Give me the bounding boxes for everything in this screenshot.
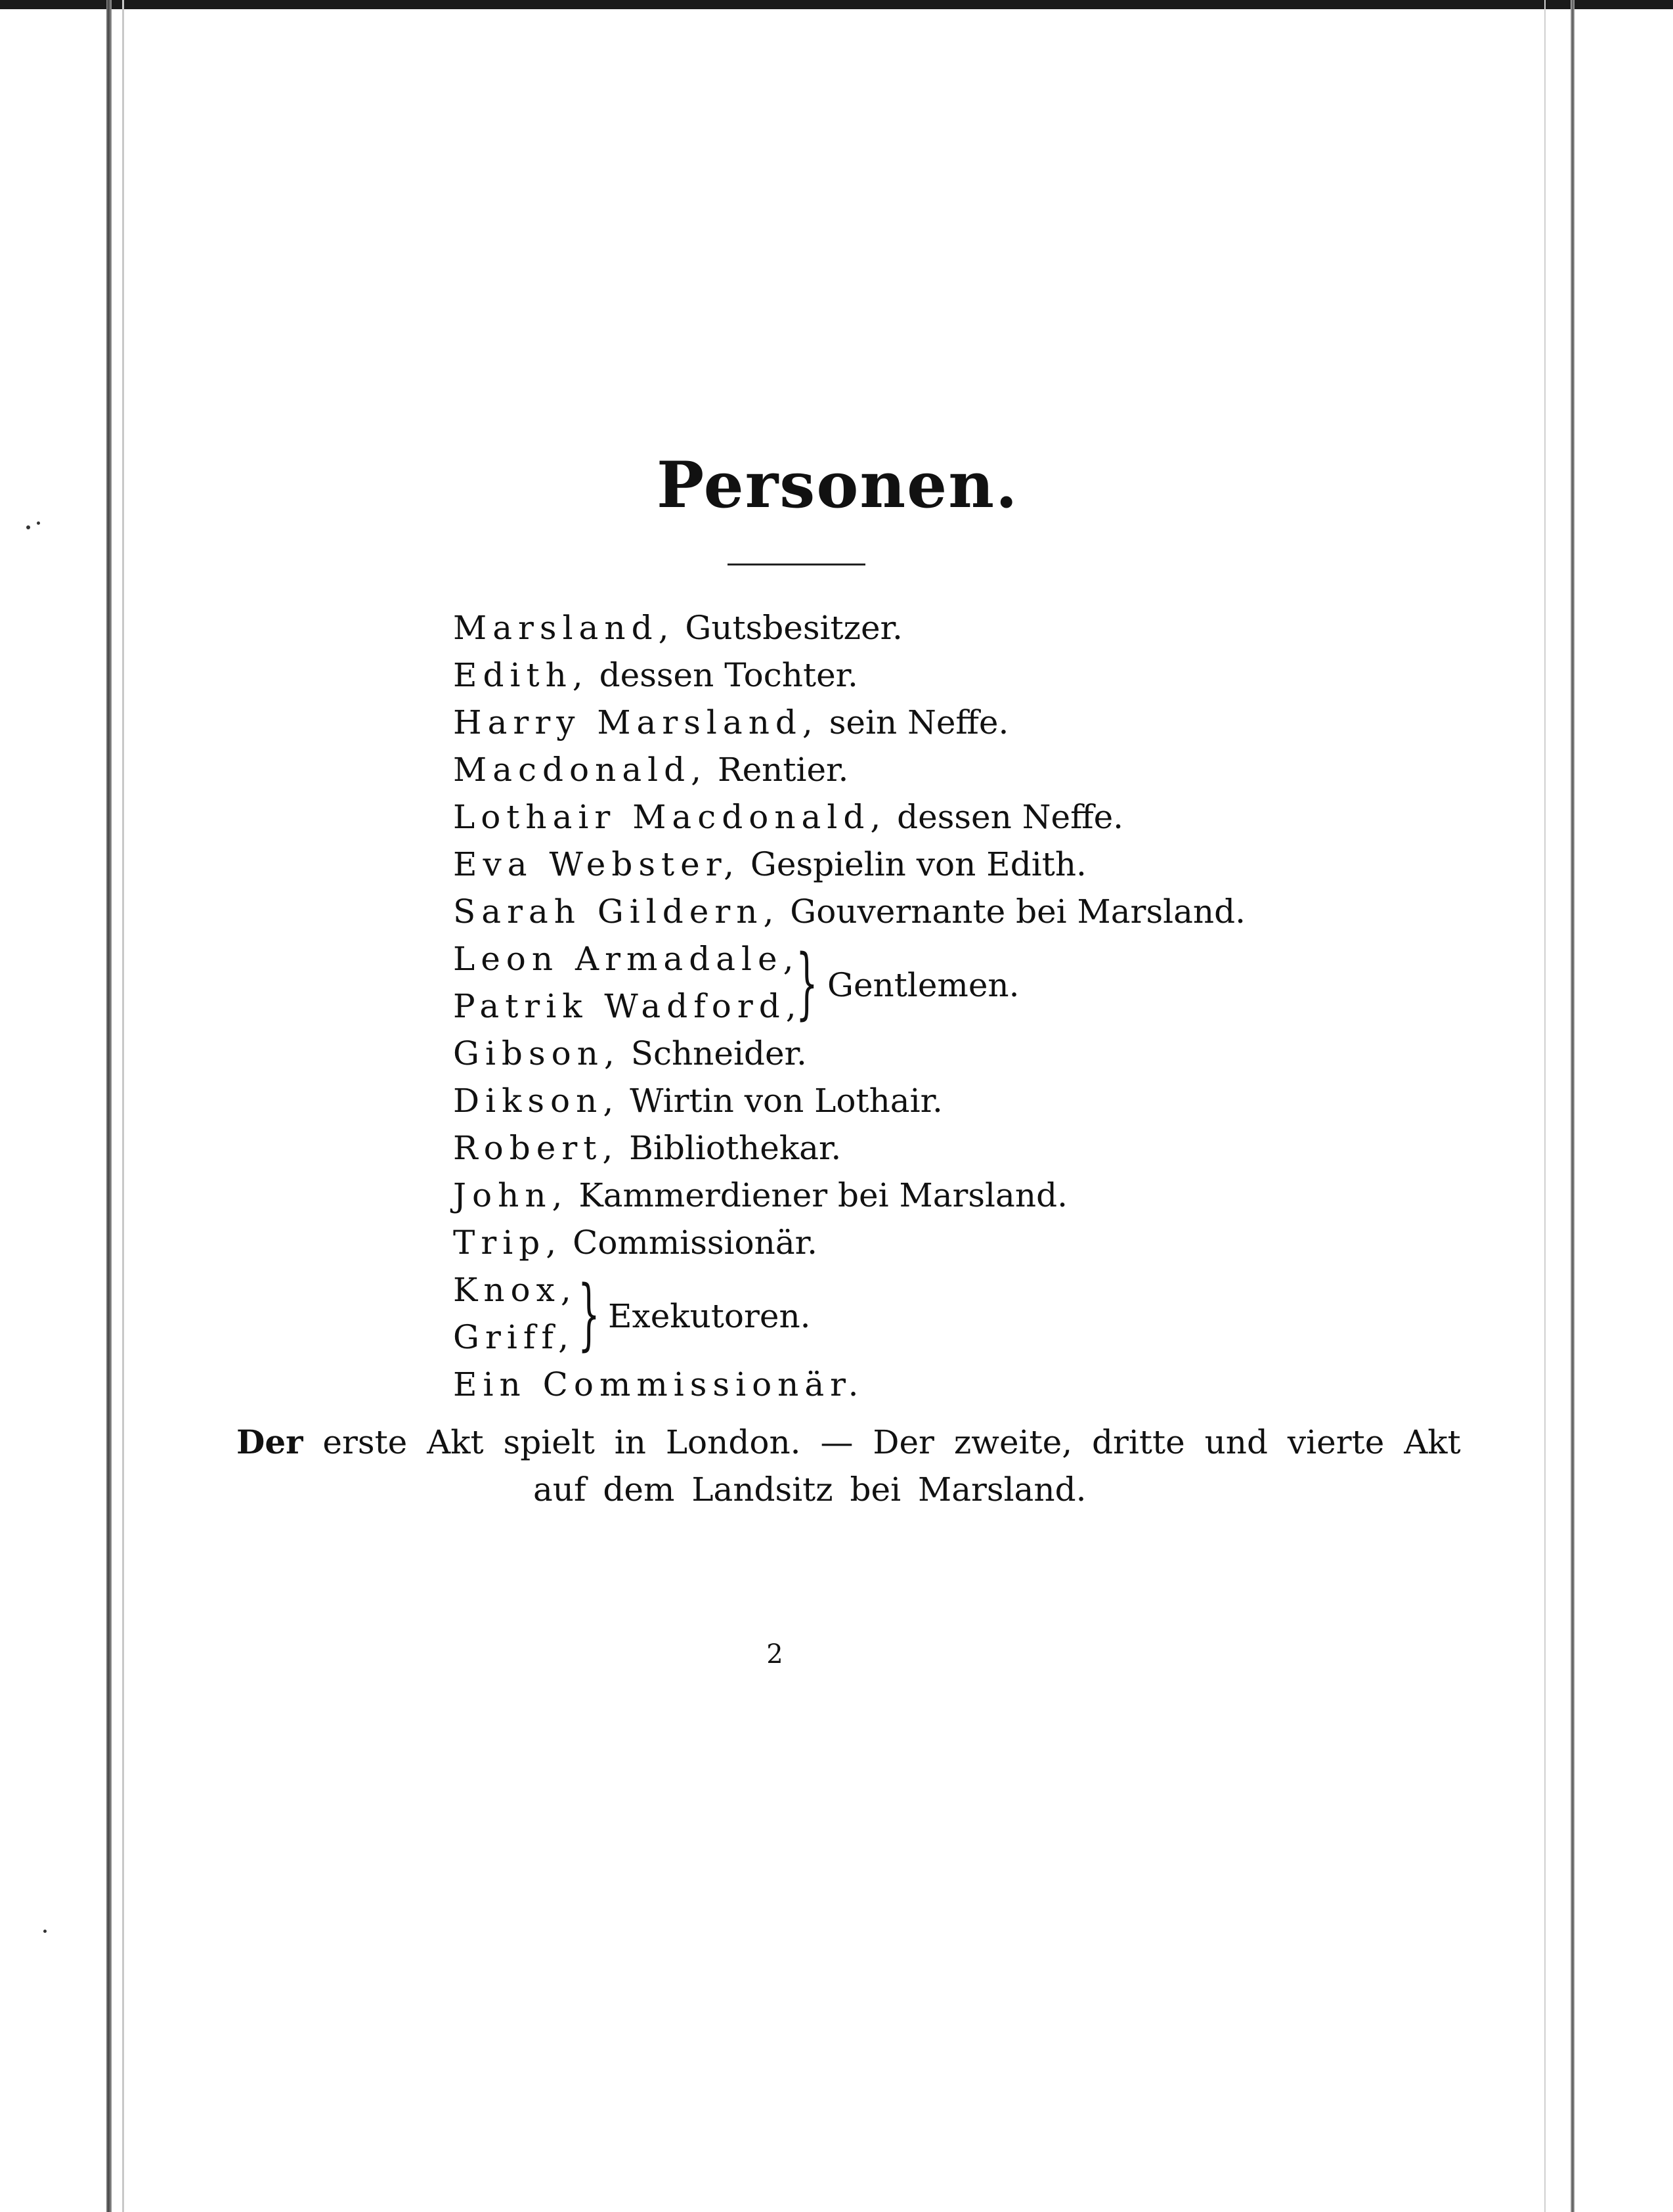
page-gutter-line — [122, 0, 124, 2212]
character-role: Gespielin von Edith. — [750, 845, 1087, 883]
page-number: 2 — [766, 1639, 783, 1670]
scan-speck — [43, 1930, 47, 1933]
character-name: Lothair Macdonald, — [453, 798, 887, 836]
title-divider — [728, 564, 865, 565]
character-name: Leon Armadale, — [453, 940, 800, 978]
character-name: Macdonald, — [453, 751, 708, 789]
character-name: John, — [453, 1176, 569, 1214]
setting-line: auf dem Landsitz bei Marsland. — [533, 1471, 1087, 1509]
character-name: Griff, — [453, 1318, 575, 1356]
cast-group-gentlemen — [453, 935, 1307, 1030]
scan-speck — [26, 525, 30, 529]
character-name: Trip, — [453, 1224, 563, 1262]
cast-entry — [453, 699, 1307, 746]
cast-entry — [453, 1172, 1307, 1219]
page-title: Personen. — [657, 448, 1019, 522]
cast-entry — [453, 1124, 1307, 1172]
character-role: sein Neffe. — [829, 703, 1009, 741]
character-name: Ein Commissionär. — [453, 1365, 865, 1404]
cast-entry — [453, 1219, 1307, 1266]
group-role: Gentlemen. — [827, 966, 1020, 1004]
scan-border-top — [0, 0, 1673, 9]
page-edge-line — [1544, 0, 1546, 2212]
setting-text: erste Akt spielt in London. — Der zweite, dritte und vierte Akt — [322, 1423, 1461, 1461]
character-name: Gibson, — [453, 1034, 620, 1073]
setting-note — [236, 1419, 1461, 1513]
cast-entry — [453, 1077, 1307, 1124]
character-name: Marsland, — [453, 609, 675, 647]
curly-brace-icon: } — [578, 1268, 600, 1359]
scan-speck — [37, 521, 40, 525]
character-name: Dikson, — [453, 1082, 620, 1120]
character-name: Eva Webster, — [453, 845, 741, 883]
character-role: Gouvernante bei Marsland. — [790, 893, 1246, 931]
character-role: Bibliothekar. — [629, 1129, 842, 1167]
cast-entry — [453, 604, 1307, 652]
cast-list — [453, 604, 1307, 1408]
setting-lead: Der — [236, 1423, 303, 1461]
character-role: Wirtin von Lothair. — [630, 1082, 943, 1120]
cast-entry — [453, 793, 1307, 841]
character-name: Knox, — [453, 1271, 577, 1309]
cast-entry — [453, 888, 1307, 935]
next-page-edge — [1571, 0, 1575, 2212]
character-role: dessen Neffe. — [897, 798, 1124, 836]
cast-entry — [453, 1030, 1307, 1077]
cast-group-exekutoren — [453, 1266, 1307, 1361]
character-name: Patrik Wadford, — [453, 987, 802, 1025]
character-role: Kammerdiener bei Marsland. — [578, 1176, 1068, 1214]
character-name: Sarah Gildern, — [453, 893, 780, 931]
character-role: dessen Tochter. — [599, 656, 858, 694]
cast-entry — [453, 1361, 1307, 1408]
character-role: Commissionär. — [573, 1224, 817, 1262]
setting-line — [236, 1419, 1461, 1466]
character-role: Rentier. — [717, 751, 849, 789]
character-name: Edith, — [453, 656, 589, 694]
character-role: Gutsbesitzer. — [685, 609, 903, 647]
group-role: Exekutoren. — [608, 1297, 811, 1335]
character-name: Robert, — [453, 1129, 619, 1167]
character-name: Harry Marsland, — [453, 703, 819, 741]
curly-brace-icon: } — [796, 937, 818, 1028]
cast-entry — [453, 746, 1307, 793]
cast-entry — [453, 652, 1307, 699]
cast-entry — [453, 841, 1307, 888]
character-role: Schneider. — [630, 1034, 807, 1073]
book-binding-edge — [106, 0, 112, 2212]
